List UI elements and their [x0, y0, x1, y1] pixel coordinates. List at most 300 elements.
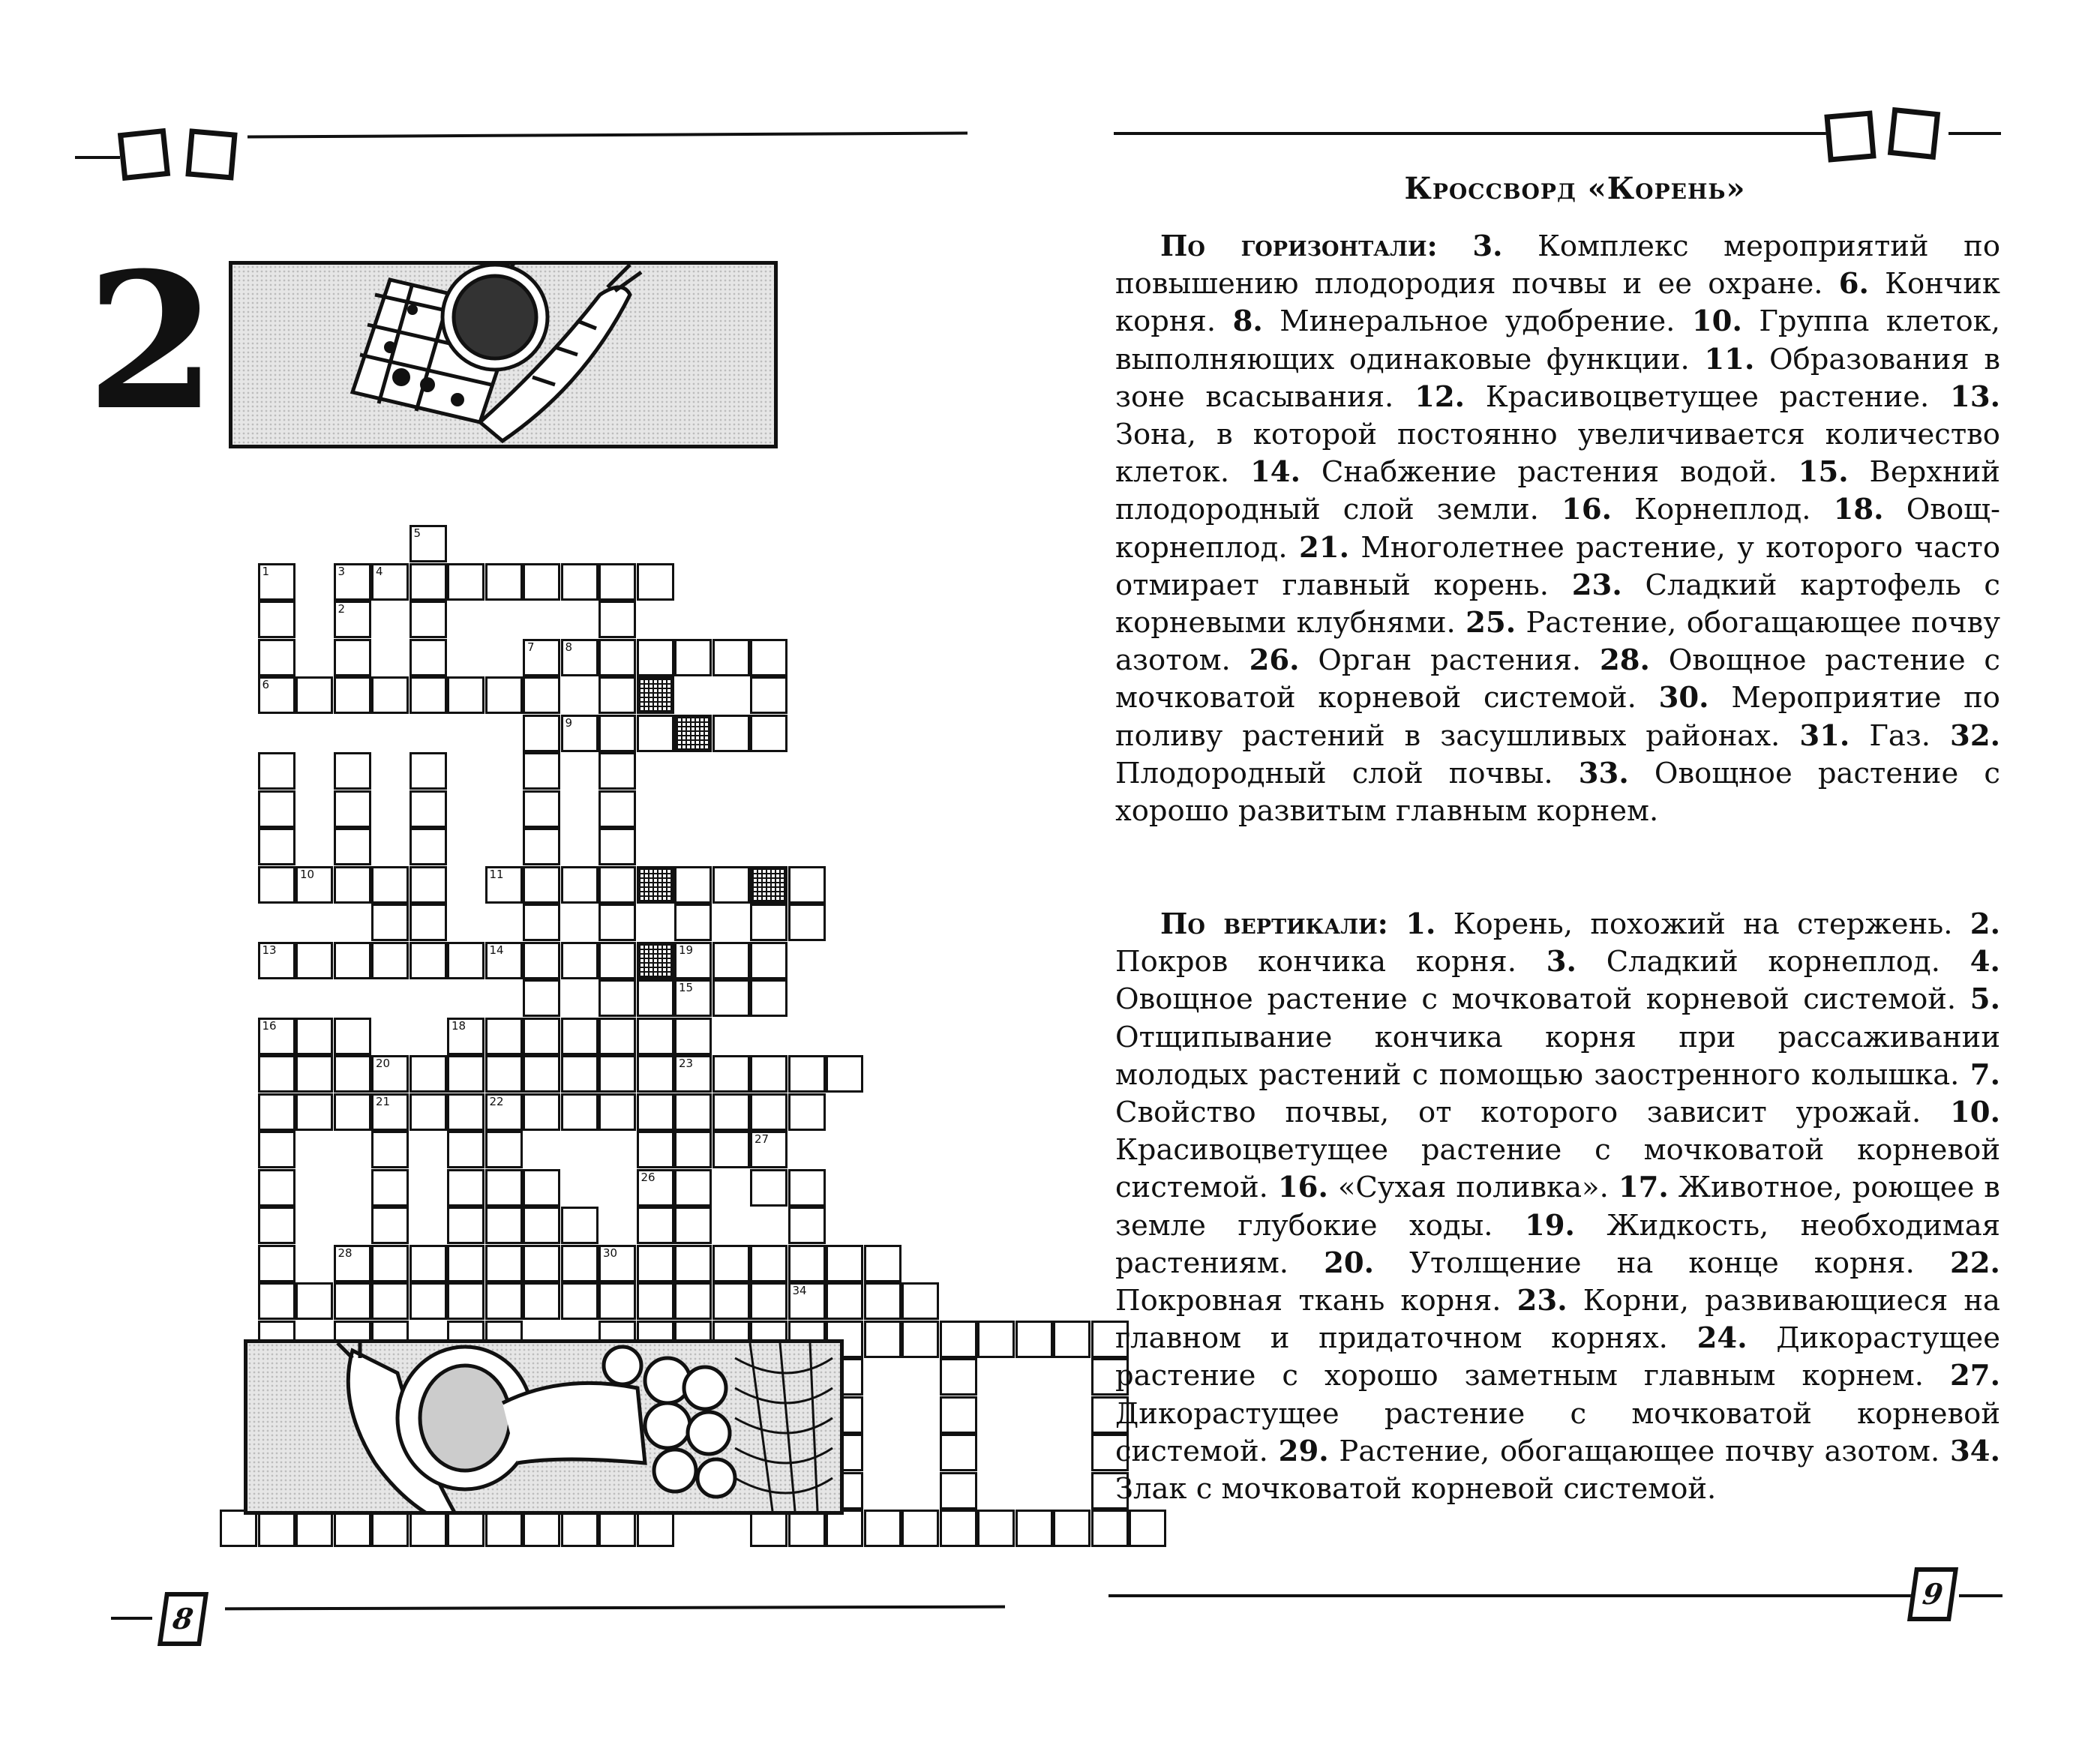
- clue-number: 2.: [1970, 907, 2000, 941]
- crossword-cell[interactable]: [598, 1018, 636, 1055]
- crossword-cell[interactable]: [258, 1282, 296, 1320]
- crossword-cell[interactable]: [258, 1510, 296, 1547]
- crossword-cell[interactable]: [712, 1055, 750, 1093]
- crossword-cell[interactable]: [296, 1282, 333, 1320]
- crossword-cell[interactable]: [410, 639, 447, 676]
- crossword-cell[interactable]: [258, 1207, 296, 1244]
- crossword-cell[interactable]: [598, 752, 636, 790]
- crossword-cell[interactable]: [674, 1282, 712, 1320]
- crossword-cell[interactable]: [485, 676, 523, 714]
- crossword-cell[interactable]: [788, 1510, 826, 1547]
- clue-number: 22.: [1949, 1246, 2000, 1280]
- crossword-cell[interactable]: [750, 1055, 788, 1093]
- right-page: [1050, 0, 2100, 1745]
- crossword-cell[interactable]: [561, 715, 598, 752]
- crossword-cell[interactable]: [977, 1510, 1015, 1547]
- clue-number: 31.: [1799, 718, 1850, 753]
- crossword-cell[interactable]: [334, 1055, 371, 1093]
- crossword-cell[interactable]: [561, 1093, 598, 1131]
- crossword-cell[interactable]: [788, 1055, 826, 1093]
- crossword-cell[interactable]: [674, 1169, 712, 1207]
- crossword-cell[interactable]: [637, 1055, 674, 1093]
- crossword-cell[interactable]: [371, 1282, 409, 1320]
- crossword-cell[interactable]: [447, 942, 484, 979]
- crossword-cell[interactable]: [371, 676, 409, 714]
- crossword-cell[interactable]: [788, 904, 826, 941]
- crossword-cell[interactable]: [485, 1131, 523, 1168]
- crossword-cell[interactable]: [410, 1245, 447, 1282]
- crossword-cell[interactable]: [750, 715, 788, 752]
- crossword-cell[interactable]: [258, 752, 296, 790]
- clue-number: 30.: [1658, 681, 1709, 715]
- crossword-cell[interactable]: [258, 639, 296, 676]
- crossword-cell[interactable]: [410, 525, 447, 562]
- crossword-cell[interactable]: [674, 1207, 712, 1244]
- crossword-cell[interactable]: [712, 866, 750, 904]
- crossword-cell-number: 34: [792, 1284, 807, 1297]
- crossword-cell[interactable]: [371, 1131, 409, 1168]
- crossword-cell[interactable]: [258, 1018, 296, 1055]
- clue-text: Покровная ткань корня.: [1115, 1284, 1502, 1318]
- crossword-cell[interactable]: [447, 1169, 484, 1207]
- clue-number: 16.: [1277, 1171, 1328, 1205]
- crossword-cell[interactable]: [447, 1131, 484, 1168]
- clue-number: 4.: [1970, 945, 2000, 979]
- crossword-cell[interactable]: [258, 601, 296, 638]
- crossword-cell[interactable]: [637, 1093, 674, 1131]
- crossword-cell[interactable]: [674, 866, 712, 904]
- crossword-cell[interactable]: [523, 1169, 560, 1207]
- crossword-cell[interactable]: [371, 1093, 409, 1131]
- clue-text: Корни, развивающиеся на главном и придаточном корнях.: [1115, 1284, 2000, 1356]
- crossword-cell[interactable]: [637, 563, 674, 601]
- crossword-cell[interactable]: [258, 1245, 296, 1282]
- crossword-cell-number: 23: [679, 1057, 694, 1070]
- crossword-cell[interactable]: [334, 1093, 371, 1131]
- crossword-cell[interactable]: [334, 639, 371, 676]
- clue-number: 3.: [1472, 229, 1503, 263]
- crossword-cell[interactable]: [561, 1207, 598, 1244]
- crossword-cell[interactable]: [258, 866, 296, 904]
- crossword-cell[interactable]: [447, 1510, 484, 1547]
- crossword-cell[interactable]: [334, 676, 371, 714]
- crossword-title: Кроссворд «Корень»: [1404, 171, 1746, 206]
- clue-text: Группа клеток, выполняющих одинаковые функции.: [1115, 304, 2000, 376]
- crossword-cell[interactable]: [258, 1055, 296, 1093]
- crossword-cell[interactable]: [523, 1055, 560, 1093]
- clue-text: Плодородный слой почвы.: [1115, 756, 1553, 790]
- crossword-cell[interactable]: [598, 790, 636, 828]
- crossword-cell[interactable]: [598, 676, 636, 714]
- crossword-cell[interactable]: [485, 866, 523, 904]
- crossword-cell[interactable]: [561, 1245, 598, 1282]
- crossword-cell[interactable]: [334, 1245, 371, 1282]
- clue-number: 12.: [1414, 379, 1466, 414]
- crossword-cell[interactable]: [750, 979, 788, 1017]
- crossword-cell[interactable]: [750, 639, 788, 676]
- crossword-cell[interactable]: [940, 1434, 977, 1471]
- crossword-cell[interactable]: [410, 942, 447, 979]
- crossword-cell[interactable]: [485, 563, 523, 601]
- crossword-cell[interactable]: [410, 676, 447, 714]
- crossword-cell[interactable]: [334, 942, 371, 979]
- crossword-cell[interactable]: [712, 942, 750, 979]
- crossword-cell[interactable]: [902, 1321, 939, 1358]
- crossword-cell[interactable]: [447, 1282, 484, 1320]
- crossword-cell[interactable]: [371, 1510, 409, 1547]
- clue-text: Овощное растение с мочковатой корневой системой.: [1115, 982, 1957, 1017]
- crossword-cell[interactable]: [296, 942, 333, 979]
- crossword-cell[interactable]: [712, 1245, 750, 1282]
- crossword-cell[interactable]: [523, 1282, 560, 1320]
- vertical-heading: По вертикали:: [1160, 907, 1388, 941]
- crossword-cell[interactable]: [410, 752, 447, 790]
- crossword-cell-number: 27: [754, 1132, 770, 1146]
- crossword-cell-number: 22: [489, 1094, 504, 1108]
- crossword-cell[interactable]: [750, 676, 788, 714]
- crossword-cell[interactable]: [561, 942, 598, 979]
- crossword-cell[interactable]: [788, 1169, 826, 1207]
- clue-number: 28.: [1599, 643, 1650, 678]
- crossword-cell[interactable]: [485, 1018, 523, 1055]
- crossword-cell-number: 3: [338, 564, 346, 578]
- crossword-cell[interactable]: [523, 563, 560, 601]
- clue-number: 32.: [1950, 718, 2001, 753]
- crossword-cell[interactable]: [598, 1245, 636, 1282]
- clue-number: 15.: [1798, 455, 1849, 490]
- crossword-cell[interactable]: [637, 1510, 674, 1547]
- clue-text: Покров кончика корня.: [1115, 945, 1516, 979]
- crossword-cell[interactable]: [258, 942, 296, 979]
- crossword-cell[interactable]: [371, 1207, 409, 1244]
- crossword-cell[interactable]: [561, 563, 598, 601]
- crossword-cell[interactable]: [674, 904, 712, 941]
- clue-number: 20.: [1324, 1246, 1375, 1280]
- crossword-cell[interactable]: [637, 639, 674, 676]
- crossword-cell[interactable]: [750, 1169, 788, 1207]
- crossword-cell[interactable]: [598, 715, 636, 752]
- crossword-cell[interactable]: [598, 979, 636, 1017]
- crossword-cell[interactable]: [334, 563, 371, 601]
- crossword-cell[interactable]: [864, 1510, 902, 1547]
- crossword-cell[interactable]: [523, 866, 560, 904]
- crossword-cell[interactable]: [712, 1093, 750, 1131]
- crossword-cell[interactable]: [561, 1055, 598, 1093]
- crossword-cell[interactable]: [410, 790, 447, 828]
- crossword-cell[interactable]: [674, 1055, 712, 1093]
- crossword-cell[interactable]: [750, 942, 788, 979]
- crossword-cell-number: 1: [262, 564, 270, 578]
- clue-text: Растение, обогащающее почву азотом.: [1339, 1434, 1940, 1468]
- crossword-cell[interactable]: [674, 942, 712, 979]
- horizontal-clues: [1115, 228, 2000, 830]
- crossword-cell[interactable]: [940, 1358, 977, 1396]
- crossword-cell[interactable]: [826, 1510, 863, 1547]
- crossword-cell[interactable]: [485, 1207, 523, 1244]
- crossword-cell[interactable]: [561, 639, 598, 676]
- crossword-cell[interactable]: [788, 1207, 826, 1244]
- crossword-cell-number: 26: [640, 1170, 656, 1184]
- crossword-cell[interactable]: [637, 715, 674, 752]
- crossword-cell[interactable]: [598, 1093, 636, 1131]
- crossword-cell[interactable]: [371, 866, 409, 904]
- crossword-cell[interactable]: [1016, 1510, 1053, 1547]
- crossword-cell[interactable]: [296, 866, 333, 904]
- crossword-cell[interactable]: [410, 1093, 447, 1131]
- header-square-icon: [1888, 107, 1940, 160]
- crossword-cell[interactable]: [523, 1018, 560, 1055]
- crossword-cell[interactable]: [864, 1282, 902, 1320]
- crossword-cell[interactable]: [334, 866, 371, 904]
- crossword-cell-number: 2: [338, 602, 346, 616]
- crossword-cell[interactable]: [523, 904, 560, 941]
- crossword-cell[interactable]: [940, 1510, 977, 1547]
- crossword-cell[interactable]: [598, 1055, 636, 1093]
- crossword-cell[interactable]: [410, 828, 447, 865]
- clue-text: Злак с мочковатой корневой системой.: [1115, 1472, 1717, 1507]
- crossword-cell[interactable]: [637, 1169, 674, 1207]
- crossword-cell[interactable]: [598, 942, 636, 979]
- crossword-cell[interactable]: [561, 866, 598, 904]
- crossword-cell[interactable]: [485, 1055, 523, 1093]
- clue-number: 10.: [1950, 1096, 2000, 1130]
- crossword-cell[interactable]: [598, 904, 636, 941]
- crossword-cell[interactable]: [637, 979, 674, 1017]
- crossword-cell[interactable]: [523, 752, 560, 790]
- crossword-cell[interactable]: [296, 1093, 333, 1131]
- crossword-cell-number: 14: [489, 943, 504, 957]
- crossword-cell[interactable]: [334, 1018, 371, 1055]
- crossword-cell[interactable]: [561, 1282, 598, 1320]
- crossword-cell[interactable]: [296, 1510, 333, 1547]
- crossword-cell[interactable]: [674, 1093, 712, 1131]
- crossword-cell-number: 15: [679, 981, 694, 994]
- crossword-cell[interactable]: [637, 1282, 674, 1320]
- crossword-cell[interactable]: [523, 1245, 560, 1282]
- crossword-cell[interactable]: [371, 563, 409, 601]
- crossword-cell[interactable]: [523, 828, 560, 865]
- crossword-cell[interactable]: [750, 1282, 788, 1320]
- crossword-cell[interactable]: [940, 1321, 977, 1358]
- header-rule: [1114, 132, 1868, 135]
- clue-text: Образования в зоне всасывания.: [1115, 342, 2000, 414]
- crossword-cell[interactable]: [598, 601, 636, 638]
- page-number-right: 9: [1907, 1567, 1958, 1621]
- clue-number: 21.: [1299, 530, 1349, 565]
- crossword-cell[interactable]: [712, 1282, 750, 1320]
- crossword-cell[interactable]: [334, 1510, 371, 1547]
- crossword-cell[interactable]: [598, 1510, 636, 1547]
- crossword-cell[interactable]: [637, 1018, 674, 1055]
- crossword-cell[interactable]: [447, 1018, 484, 1055]
- crossword-cell[interactable]: [334, 601, 371, 638]
- crossword-cell[interactable]: [598, 828, 636, 865]
- crossword-cell[interactable]: [523, 715, 560, 752]
- crossword-cell[interactable]: [523, 1510, 560, 1547]
- crossword-cell[interactable]: [334, 752, 371, 790]
- crossword-cell[interactable]: [485, 1510, 523, 1547]
- crossword-cell[interactable]: [447, 676, 484, 714]
- clue-number: 11.: [1704, 342, 1755, 376]
- crossword-cell[interactable]: [902, 1510, 939, 1547]
- crossword-cell[interactable]: [523, 1093, 560, 1131]
- crossword-cell[interactable]: [712, 639, 750, 676]
- crossword-cell[interactable]: [523, 676, 560, 714]
- crossword-cell[interactable]: [637, 1245, 674, 1282]
- clue-number: 29.: [1278, 1434, 1329, 1468]
- clue-number: 27.: [1950, 1359, 2000, 1393]
- crossword-cell[interactable]: [674, 1245, 712, 1282]
- crossword-cell[interactable]: [561, 1018, 598, 1055]
- crossword-cell[interactable]: [371, 1169, 409, 1207]
- crossword-cell[interactable]: [561, 1510, 598, 1547]
- crossword-cell[interactable]: [334, 1282, 371, 1320]
- crossword-cell[interactable]: [674, 979, 712, 1017]
- crossword-cell[interactable]: [598, 1282, 636, 1320]
- clue-text: Красивоцветущее растение с мочковатой корневой системой.: [1115, 1133, 2000, 1205]
- crossword-cell[interactable]: [674, 1018, 712, 1055]
- crossword-cell-number: 19: [679, 943, 694, 957]
- crossword-cell-number: 30: [603, 1246, 618, 1260]
- clue-number: 10.: [1691, 304, 1742, 339]
- crossword-cell[interactable]: [334, 828, 371, 865]
- clue-text: Снабжение растения водой.: [1321, 455, 1778, 490]
- crossword-cell[interactable]: [940, 1396, 977, 1434]
- crossword-cell[interactable]: [371, 1245, 409, 1282]
- crossword-cell[interactable]: [371, 904, 409, 941]
- clue-text: Жидкость, необходимая растениям.: [1115, 1208, 2000, 1280]
- crossword-cell[interactable]: [750, 1131, 788, 1168]
- crossword-cell-number: 9: [565, 715, 573, 730]
- crossword-cell[interactable]: [750, 904, 788, 941]
- crossword-cell[interactable]: [296, 676, 333, 714]
- clue-text: Минеральное удобрение.: [1280, 304, 1676, 339]
- crossword-cell[interactable]: [410, 866, 447, 904]
- crossword-cell[interactable]: [485, 942, 523, 979]
- crossword-cell[interactable]: [826, 1055, 863, 1093]
- crossword-cell[interactable]: [750, 1093, 788, 1131]
- clue-text: Красивоцветущее растение.: [1485, 379, 1930, 414]
- crossword-cell[interactable]: [598, 639, 636, 676]
- crossword-cell[interactable]: [410, 1055, 447, 1093]
- crossword-cell[interactable]: [598, 866, 636, 904]
- crossword-cell[interactable]: [258, 828, 296, 865]
- crossword-cell[interactable]: [750, 1245, 788, 1282]
- crossword-cell[interactable]: [371, 1055, 409, 1093]
- crossword-cell[interactable]: [410, 601, 447, 638]
- chapter-number: 2: [86, 231, 217, 451]
- crossword-cell[interactable]: [826, 1282, 863, 1320]
- crossword-shaded-cell: [637, 866, 674, 904]
- clue-number: 1.: [1406, 907, 1436, 941]
- crossword-cell[interactable]: [523, 1207, 560, 1244]
- vertical-clues: [1115, 906, 2000, 1508]
- crossword-cell[interactable]: [977, 1321, 1015, 1358]
- crossword-cell[interactable]: [788, 1245, 826, 1282]
- crossword-cell[interactable]: [940, 1472, 977, 1510]
- crossword-cell[interactable]: [712, 979, 750, 1017]
- crossword-cell[interactable]: [296, 1055, 333, 1093]
- clue-text: Кончик корня.: [1115, 267, 2000, 339]
- crossword-shaded-cell: [637, 942, 674, 979]
- crossword-cell[interactable]: [334, 790, 371, 828]
- crossword-cell[interactable]: [523, 942, 560, 979]
- crossword-cell-number: 21: [376, 1094, 391, 1108]
- crossword-cell[interactable]: [598, 563, 636, 601]
- clue-text: Корнеплод.: [1634, 493, 1811, 527]
- crossword-cell[interactable]: [637, 1207, 674, 1244]
- crossword-cell[interactable]: [523, 979, 560, 1017]
- clue-text: Свойство почвы, от которого зависит урожай.: [1115, 1096, 1922, 1130]
- crossword-cell[interactable]: [258, 790, 296, 828]
- crossword-cell[interactable]: [220, 1510, 257, 1547]
- crossword-cell[interactable]: [410, 904, 447, 941]
- clue-text: Многолетнее растение, у которого часто отмирает главный корень.: [1115, 530, 2000, 602]
- crossword-cell[interactable]: [371, 942, 409, 979]
- clue-number: 26.: [1249, 643, 1300, 678]
- crossword-cell[interactable]: [1016, 1321, 1053, 1358]
- crossword-cell[interactable]: [523, 639, 560, 676]
- crossword-cell[interactable]: [410, 1282, 447, 1320]
- crossword-cell[interactable]: [750, 1510, 788, 1547]
- crossword-cell[interactable]: [864, 1321, 902, 1358]
- crossword-cell[interactable]: [258, 676, 296, 714]
- clue-text: Растение, обогащающее почву азотом.: [1115, 606, 2001, 678]
- crossword-cell[interactable]: [258, 1093, 296, 1131]
- crossword-cell[interactable]: [788, 1282, 826, 1320]
- crossword-shaded-cell: [674, 715, 712, 752]
- clue-text: Газ.: [1869, 718, 1931, 753]
- crossword-cell[interactable]: [410, 563, 447, 601]
- crossword-cell[interactable]: [447, 1207, 484, 1244]
- crossword-cell[interactable]: [447, 1055, 484, 1093]
- crossword-cell[interactable]: [523, 790, 560, 828]
- crossword-cell[interactable]: [485, 1093, 523, 1131]
- crossword-cell[interactable]: [485, 1282, 523, 1320]
- crossword-cell-number: 7: [527, 640, 535, 654]
- clue-text: Комплекс мероприятий по повышению плодородия почвы и ее охране.: [1115, 229, 2000, 301]
- crossword-cell[interactable]: [674, 1131, 712, 1168]
- crossword-cell[interactable]: [826, 1245, 863, 1282]
- crossword-cell-number: 8: [565, 640, 573, 654]
- crossword-cell[interactable]: [258, 563, 296, 601]
- crossword-cell[interactable]: [447, 1093, 484, 1131]
- crossword-cell[interactable]: [674, 639, 712, 676]
- crossword-cell[interactable]: [712, 1131, 750, 1168]
- crossword-cell[interactable]: [410, 1510, 447, 1547]
- clue-number: 14.: [1250, 455, 1300, 490]
- crossword-cell[interactable]: [712, 715, 750, 752]
- clue-number: 3.: [1546, 945, 1576, 979]
- crossword-cell[interactable]: [485, 1245, 523, 1282]
- crossword-cell[interactable]: [902, 1282, 939, 1320]
- crossword-cell[interactable]: [637, 1131, 674, 1168]
- crossword-cell[interactable]: [485, 1169, 523, 1207]
- crossword-cell[interactable]: [788, 866, 826, 904]
- clue-number: 6.: [1838, 267, 1869, 301]
- crossword-cell[interactable]: [864, 1245, 902, 1282]
- crossword-cell[interactable]: [447, 1245, 484, 1282]
- crossword-cell[interactable]: [258, 1131, 296, 1168]
- crossword-cell[interactable]: [258, 1169, 296, 1207]
- crossword-cell[interactable]: [788, 1093, 826, 1131]
- clue-text: Животное, роющее в земле глубокие ходы.: [1115, 1171, 2000, 1243]
- crossword-cell[interactable]: [447, 563, 484, 601]
- clue-number: 34.: [1950, 1434, 2000, 1468]
- crossword-cell-number: 5: [413, 526, 422, 540]
- crossword-cell[interactable]: [296, 1018, 333, 1055]
- crossword-cell-number: 11: [489, 867, 504, 881]
